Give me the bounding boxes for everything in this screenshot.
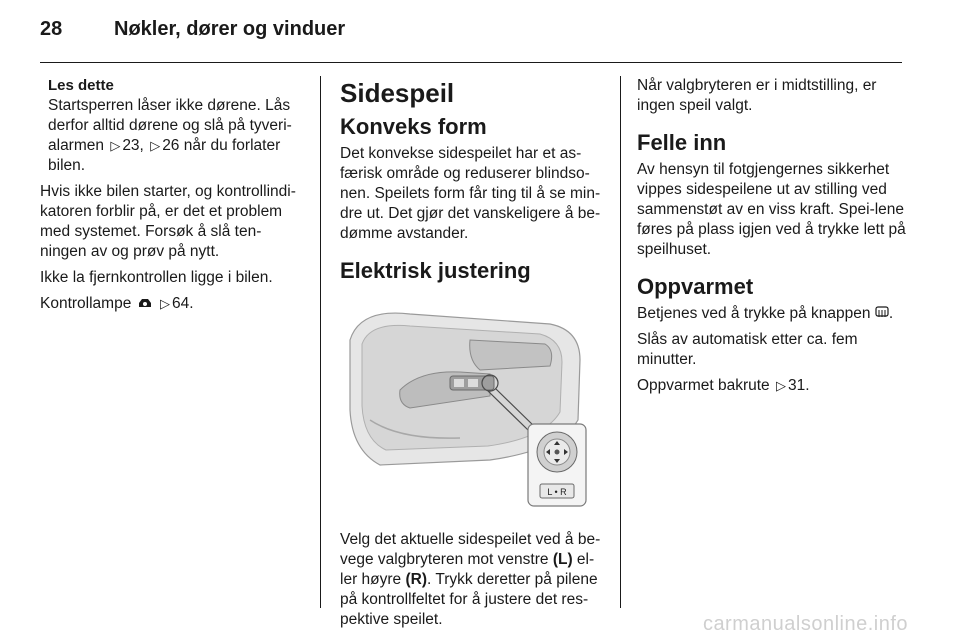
paragraph: Betjenes ved å trykke på knappen . [637, 305, 894, 322]
bold-label: (R) [405, 571, 427, 588]
paragraph: Det konvekse sidespeilet har et as-færisk område og reduserer blindso-nen. Speilets form får ting til å se min-dre ut. Det gjør det vanskeligere å be-dømme avstander. [340, 145, 601, 242]
column-right [637, 76, 907, 402]
switch-label: L • R [547, 487, 567, 497]
section-title: Sidespeil [340, 78, 455, 108]
bold-label: (L) [552, 551, 573, 568]
immobiliser-lamp-icon [138, 297, 152, 309]
subsection-title: Oppvarmet [637, 274, 754, 299]
ref-arrow-icon: ▷ [776, 378, 786, 393]
paragraph: Slås av automatisk etter ca. fem minutter. [637, 331, 858, 368]
column-left [40, 76, 306, 320]
ref-arrow-icon: ▷ [159, 296, 170, 311]
paragraph: Av hensyn til fotgjengernes sikkerhet vippes sidespeilene ut av stilling ved sammenstøt av en viss kraft. Spei-lene føres på plass igjen ved å trykke lett på speilhuset. [637, 161, 906, 258]
column-divider [620, 76, 621, 608]
ref-link[interactable]: 64. [171, 295, 194, 312]
paragraph [40, 294, 306, 314]
watermark: carmanualsonline.info [702, 613, 908, 635]
paragraph: Ikke la fjernkontrollen ligge i bilen. [40, 269, 273, 286]
paragraph-text: . Trykk deretter på pilene på kontrollfeltet for å justere det res-pektive speilet. [340, 571, 598, 628]
paragraph: Når valgbryteren er i midtstilling, er ingen speil valgt. [637, 77, 877, 114]
ref-link[interactable]: 23, [122, 137, 144, 154]
door-mirror-control-figure [340, 300, 590, 510]
note-text-b: når du forlater bilen. [48, 137, 281, 174]
ref-link[interactable]: 31. [788, 377, 810, 394]
paragraph: Hvis ikke bilen starter, og kontrollindi-katoren forblir på, er det et problem med systemet. Forsøk å slå ten-ningen av og prøv på nytt. [40, 183, 296, 260]
ref-arrow-icon: ▷ [110, 138, 121, 153]
page-header [40, 12, 920, 56]
note-box [40, 76, 306, 176]
paragraph-text: Oppvarmet bakrute [637, 377, 770, 394]
chapter-title: Nøkler, dører og vinduer [114, 18, 346, 40]
note-text-a: Startsperren låser ikke dørene. Lås derfor alltid dørene og slå på tyveri-alarmen [48, 97, 292, 154]
paragraph-text: Betjenes ved å trykke på knappen [637, 305, 871, 322]
paragraph [637, 376, 907, 396]
subsection-title: Felle inn [637, 130, 727, 155]
subsection-title: Konveks form [340, 114, 487, 139]
ref-arrow-icon: ▷ [150, 138, 161, 153]
page-number: 28 [40, 18, 63, 40]
column-divider [320, 76, 321, 608]
ref-link[interactable]: 26 [162, 137, 180, 154]
header-rule [40, 62, 902, 63]
note-title: Les dette [48, 77, 114, 94]
paragraph [340, 530, 602, 630]
column-middle [340, 76, 602, 636]
paragraph-text: Kontrollampe [40, 295, 132, 312]
subsection-title: Elektrisk justering [340, 258, 531, 283]
paragraph-text: el-ler høyre [340, 551, 595, 588]
heated-mirror-icon [875, 306, 889, 320]
paragraph-text: Velg det aktuelle sidespeilet ved å be-vege valgbryteren mot venstre [340, 531, 601, 568]
note-text [48, 96, 306, 176]
